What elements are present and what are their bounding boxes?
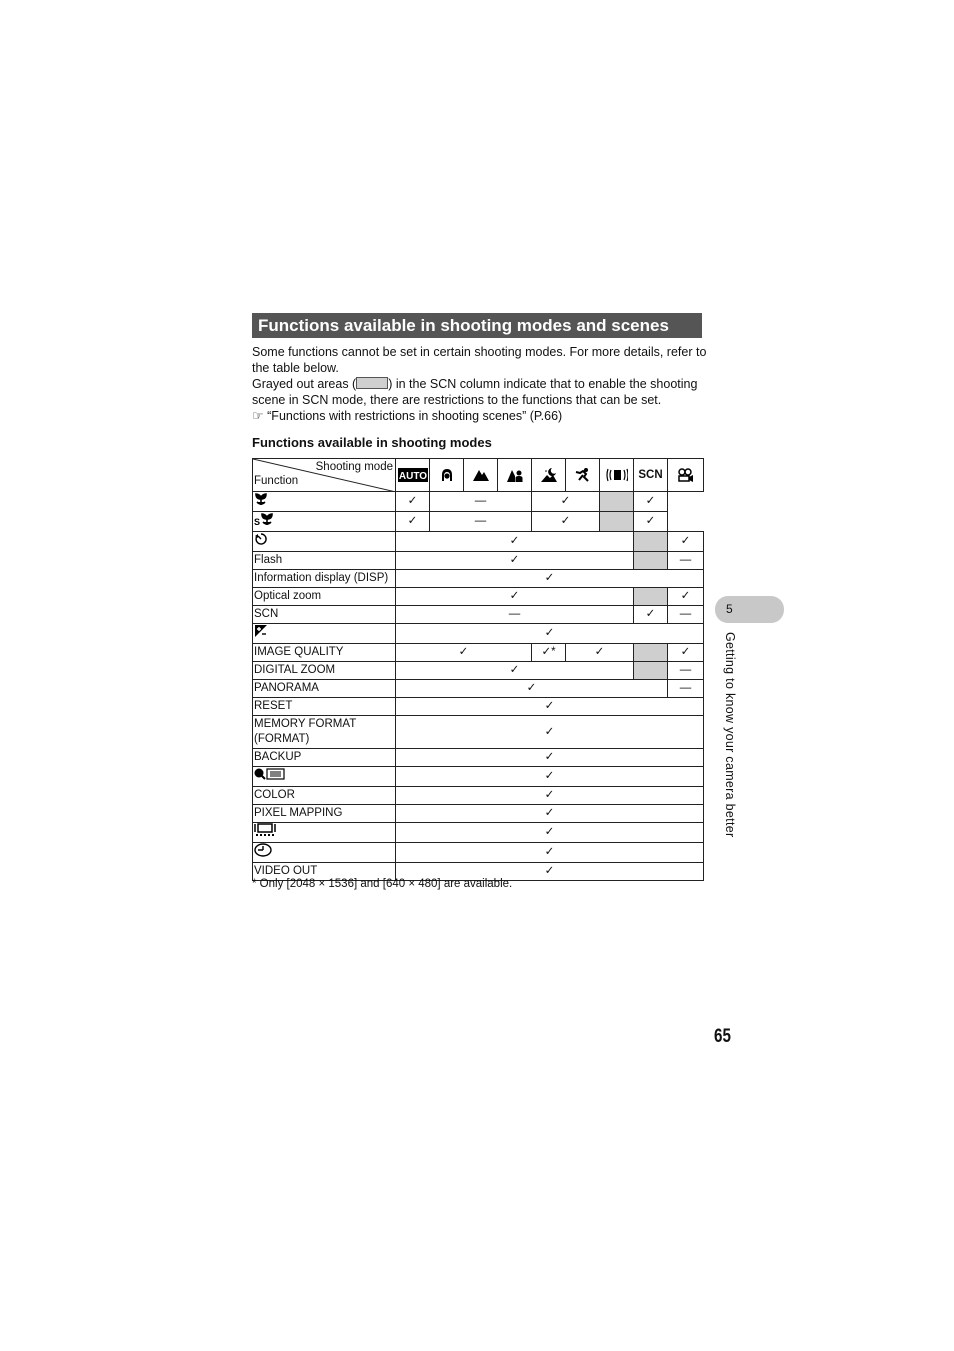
function-name: Optical zoom bbox=[253, 588, 396, 606]
gray-cell bbox=[634, 662, 668, 680]
functions-table bbox=[252, 458, 704, 881]
intro-after-swatch: ) in the SCN column indicate that to enable the shooting scene in SCN mode, there are restrictions to the functions that can be set. bbox=[252, 377, 698, 407]
gray-cell bbox=[634, 552, 668, 570]
function-name: VIDEO OUT bbox=[253, 863, 396, 881]
function-label: Function bbox=[254, 475, 299, 487]
check-mark: ✓ bbox=[396, 863, 704, 881]
function-name: RESET bbox=[253, 698, 396, 716]
check-mark: ✓ bbox=[396, 552, 634, 570]
table-row bbox=[253, 749, 704, 767]
dash-mark: — bbox=[668, 606, 704, 624]
language-icon bbox=[253, 767, 396, 787]
table-row bbox=[253, 662, 704, 680]
check-mark: ✓ bbox=[396, 716, 704, 749]
check-mark: ✓ bbox=[396, 698, 704, 716]
check-mark: ✓ bbox=[396, 588, 634, 606]
anti-shake-mode-icon bbox=[600, 459, 634, 492]
dash-mark: — bbox=[430, 512, 532, 532]
corner-header bbox=[253, 459, 396, 492]
table-row bbox=[253, 843, 704, 863]
clock-icon bbox=[253, 843, 396, 863]
check-mark: ✓ bbox=[396, 532, 634, 552]
scn-mode-header bbox=[634, 459, 668, 492]
table-row bbox=[253, 716, 704, 749]
sports-mode-icon bbox=[566, 459, 600, 492]
chapter-title: Getting to know your camera better bbox=[723, 632, 737, 838]
check-mark: ✓ bbox=[668, 532, 704, 552]
check-mark: ✓ bbox=[396, 512, 430, 532]
check-star-mark: ✓* bbox=[532, 644, 566, 662]
exposure-compensation-icon bbox=[253, 624, 396, 644]
auto-mode-icon bbox=[396, 459, 430, 492]
dash-mark: — bbox=[668, 662, 704, 680]
function-name: Information display (DISP) bbox=[253, 570, 396, 588]
gray-cell bbox=[634, 588, 668, 606]
shooting-mode-label: Shooting mode bbox=[315, 461, 393, 473]
reference-link: “Functions with restrictions in shooting scenes” (P.66) bbox=[267, 409, 563, 423]
check-mark: ✓ bbox=[668, 588, 704, 606]
function-name: Flash bbox=[253, 552, 396, 570]
intro-line-1: Some functions cannot be set in certain shooting modes. For more details, refer to the table below. bbox=[252, 345, 707, 375]
check-mark: ✓ bbox=[396, 767, 704, 787]
gray-cell bbox=[634, 644, 668, 662]
table-row bbox=[253, 512, 704, 532]
self-timer-icon bbox=[253, 532, 396, 552]
function-name: MEMORY FORMAT (FORMAT) bbox=[253, 716, 396, 749]
table-row bbox=[253, 552, 704, 570]
check-mark: ✓ bbox=[396, 492, 430, 512]
table-row bbox=[253, 698, 704, 716]
landscape-portrait-mode-icon bbox=[498, 459, 532, 492]
check-mark: ✓ bbox=[396, 644, 532, 662]
scn-header-label: SCN bbox=[638, 468, 663, 481]
dash-mark: — bbox=[668, 552, 704, 570]
section-title: Functions available in shooting modes and scenes bbox=[252, 313, 702, 338]
super-macro-icon bbox=[253, 512, 396, 532]
chapter-tab: 5 bbox=[715, 596, 784, 623]
table-row bbox=[253, 624, 704, 644]
check-mark: ✓ bbox=[396, 823, 704, 843]
dash-mark: — bbox=[430, 492, 532, 512]
function-name: IMAGE QUALITY bbox=[253, 644, 396, 662]
check-mark: ✓ bbox=[396, 843, 704, 863]
table-row bbox=[253, 492, 704, 512]
check-mark: ✓ bbox=[396, 662, 634, 680]
check-mark: ✓ bbox=[396, 749, 704, 767]
table-row bbox=[253, 823, 704, 843]
check-mark: ✓ bbox=[668, 644, 704, 662]
function-name: COLOR bbox=[253, 787, 396, 805]
check-mark: ✓ bbox=[396, 570, 704, 588]
table-row bbox=[253, 606, 704, 624]
table-row bbox=[253, 570, 704, 588]
check-mark: ✓ bbox=[396, 680, 668, 698]
function-name: DIGITAL ZOOM bbox=[253, 662, 396, 680]
header-row bbox=[253, 459, 704, 492]
table-row bbox=[253, 644, 704, 662]
check-mark: ✓ bbox=[634, 492, 668, 512]
night-scene-mode-icon bbox=[532, 459, 566, 492]
portrait-mode-icon bbox=[430, 459, 464, 492]
function-name: PIXEL MAPPING bbox=[253, 805, 396, 823]
table-row bbox=[253, 588, 704, 606]
intro-before-swatch: Grayed out areas ( bbox=[252, 377, 357, 391]
table-row bbox=[253, 680, 704, 698]
check-mark: ✓ bbox=[396, 624, 704, 644]
svg-text:S: S bbox=[254, 517, 261, 526]
function-name: SCN bbox=[253, 606, 396, 624]
check-mark: ✓ bbox=[634, 606, 668, 624]
table-row bbox=[253, 767, 704, 787]
gray-cell bbox=[600, 492, 634, 512]
table-heading: Functions available in shooting modes bbox=[252, 435, 492, 450]
function-name: PANORAMA bbox=[253, 680, 396, 698]
page-number: 65 bbox=[714, 1026, 731, 1047]
macro-icon bbox=[253, 492, 396, 512]
table-row bbox=[253, 787, 704, 805]
check-mark: ✓ bbox=[634, 512, 668, 532]
landscape-mode-icon bbox=[464, 459, 498, 492]
reference-line bbox=[252, 408, 707, 424]
gray-cell bbox=[634, 532, 668, 552]
check-mark: ✓ bbox=[396, 805, 704, 823]
check-mark: ✓ bbox=[532, 492, 600, 512]
gray-cell bbox=[600, 512, 634, 532]
check-mark: ✓ bbox=[566, 644, 634, 662]
monitor-brightness-icon bbox=[253, 823, 396, 843]
table-row bbox=[253, 532, 704, 552]
pointing-hand-icon: ☞ bbox=[252, 408, 264, 423]
footnote: * Only [2048 × 1536] and [640 × 480] are available. bbox=[252, 878, 513, 890]
dash-mark: — bbox=[396, 606, 634, 624]
check-mark: ✓ bbox=[396, 787, 704, 805]
function-name: BACKUP bbox=[253, 749, 396, 767]
check-mark: ✓ bbox=[532, 512, 600, 532]
intro-text bbox=[252, 344, 707, 424]
table-row bbox=[253, 805, 704, 823]
movie-mode-icon bbox=[668, 459, 704, 492]
gray-swatch-icon bbox=[356, 377, 388, 389]
dash-mark: — bbox=[668, 680, 704, 698]
intro-line-2 bbox=[252, 376, 707, 408]
svg-text:AUTO: AUTO bbox=[398, 471, 427, 482]
